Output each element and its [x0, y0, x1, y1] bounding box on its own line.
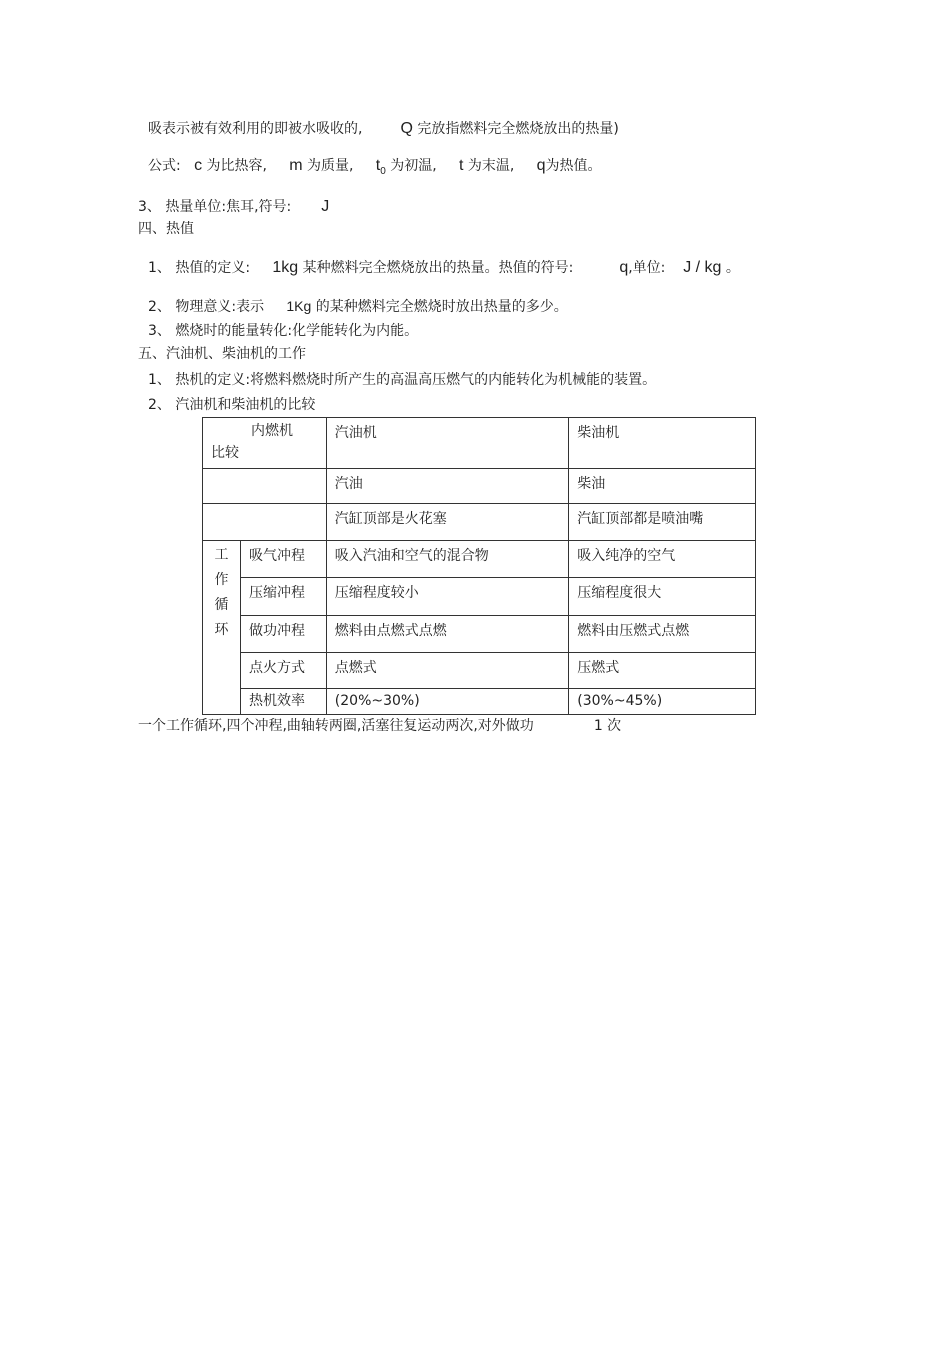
unit-text: 1Kg [286, 298, 312, 314]
text-span: 。 [725, 260, 740, 276]
q-symbol: Q [400, 120, 413, 137]
text-span: 吸表示被有效利用的即被水吸收的, [148, 121, 363, 137]
text-span: 一个工作循环,四个冲程,曲轴转两圈,活塞往复运动两次,对外做功 [138, 718, 534, 734]
section-heading-5: 五、汽油机、柴油机的工作 [138, 346, 306, 362]
empty-cell [203, 469, 327, 504]
table-corner-cell [203, 418, 327, 469]
text-span: ,单位: [628, 260, 666, 276]
text-span: 1 次 [593, 718, 622, 734]
table-row [203, 541, 756, 578]
work-cycle-summary [138, 717, 621, 735]
cell-diesel: 吸入纯净的空气 [569, 541, 756, 578]
cycle-char: 循 [214, 597, 229, 613]
text-span: 的某种燃料完全燃烧时放出热量的多少。 [315, 299, 568, 315]
text-span: 完放指燃料完全燃烧放出的热量) [417, 121, 619, 137]
cell-gas: 吸入汽油和空气的混合物 [326, 541, 568, 578]
energy-conversion-line: 3、 燃烧时的能量转化:化学能转化为内能。 [148, 323, 419, 339]
corner-label-top: 内燃机 [251, 423, 293, 439]
table-row [203, 689, 756, 715]
cell-gas-efficiency: (20%~30%) [326, 689, 568, 715]
table-header-row [203, 418, 756, 469]
unit-symbol: J / kg [683, 259, 722, 276]
cycle-label-cell [203, 541, 241, 715]
cell-gas-fuel: 汽油 [326, 469, 568, 504]
comparison-title: 2、 汽油机和柴油机的比较 [148, 397, 316, 413]
text-span: 为比热容, [206, 158, 267, 174]
engine-comparison-table [202, 417, 756, 715]
cell-gas: 燃料由点燃式点燃 [326, 616, 568, 653]
cell-diesel-top: 汽缸顶部都是喷油嘴 [569, 504, 756, 541]
text-span: 为初温, [390, 158, 437, 174]
text-span: 2、 物理意义:表示 [148, 299, 265, 315]
cell-diesel: 燃料由压燃式点燃 [569, 616, 756, 653]
formula-label: 公式: [148, 158, 181, 174]
formula-line [148, 157, 601, 181]
header-diesel: 柴油机 [569, 418, 756, 469]
cell-diesel: 压缩程度很大 [569, 578, 756, 616]
cell-diesel-fuel: 柴油 [569, 469, 756, 504]
cycle-char: 工 [214, 547, 229, 563]
heat-unit-line [138, 198, 329, 216]
subscript: 0 [380, 166, 386, 178]
j-symbol: J [321, 198, 330, 215]
t-symbol: t [458, 157, 464, 174]
t-letter: t [375, 157, 381, 174]
section-heading-4: 四、热值 [138, 221, 194, 237]
cell-gas: 压缩程度较小 [326, 578, 568, 616]
text-line-1 [148, 120, 619, 138]
cell-diesel: 压燃式 [569, 653, 756, 689]
table-row [203, 578, 756, 616]
q-symbol: q [536, 157, 546, 174]
cycle-char: 作 [214, 572, 229, 588]
m-symbol: m [289, 157, 303, 174]
cell-diesel-efficiency: (30%~45%) [569, 689, 756, 715]
heat-engine-definition: 1、 热机的定义:将燃料燃烧时所产生的高温高压燃气的内能转化为机械能的装置。 [148, 372, 657, 388]
cell-stroke-label: 点火方式 [240, 653, 326, 689]
cell-stroke-label: 压缩冲程 [240, 578, 326, 616]
cell-gas: 点燃式 [326, 653, 568, 689]
table-row [203, 653, 756, 689]
header-gasoline: 汽油机 [326, 418, 568, 469]
t0-symbol [375, 157, 386, 178]
empty-cell [203, 504, 327, 541]
unit-text: 1kg [272, 259, 299, 276]
table-row [203, 504, 756, 541]
cycle-char: 环 [214, 622, 229, 638]
heat-value-definition [148, 259, 740, 277]
text-span: 1、 热值的定义: [148, 260, 251, 276]
text-span: 为末温, [467, 158, 515, 174]
cell-stroke-label: 做功冲程 [240, 616, 326, 653]
text-span: 3、 热量单位:焦耳,符号: [138, 199, 292, 215]
q-symbol: q [619, 259, 629, 276]
cell-stroke-label: 吸气冲程 [240, 541, 326, 578]
cell-efficiency-label: 热机效率 [240, 689, 326, 715]
physical-meaning-line [148, 297, 568, 316]
table-row [203, 616, 756, 653]
text-span: 某种燃料完全燃烧放出的热量。热值的符号: [302, 260, 574, 276]
text-span: 为质量, [307, 158, 354, 174]
cell-gas-top: 汽缸顶部是火花塞 [326, 504, 568, 541]
c-symbol: c [194, 157, 203, 174]
corner-label-bottom: 比较 [211, 445, 239, 461]
table-row [203, 469, 756, 504]
text-span: 为热值。 [545, 158, 602, 174]
